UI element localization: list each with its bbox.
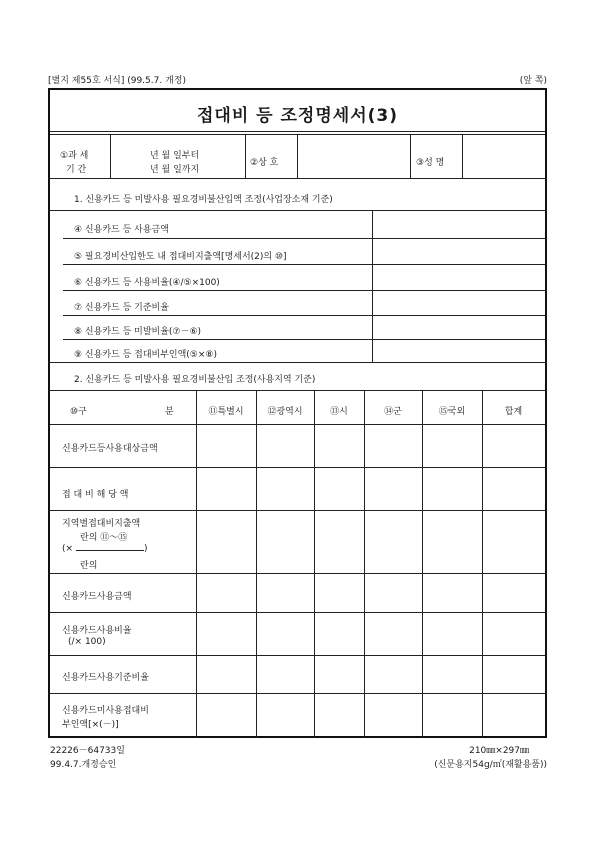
row-regional-expense-3: (× bbox=[62, 544, 74, 554]
divider bbox=[63, 238, 545, 239]
row-8: ⑧ 신용카드 등 미발비율(⑦－⑥) bbox=[74, 327, 202, 337]
divider bbox=[63, 339, 545, 340]
divider bbox=[50, 390, 545, 391]
divider bbox=[462, 135, 463, 178]
row-regional-expense-4: 란의 bbox=[80, 561, 98, 571]
row-card-nonuse-disallowed-2: 부인액[×(－)] bbox=[62, 720, 119, 730]
divider bbox=[50, 693, 545, 694]
divider bbox=[314, 390, 315, 738]
divider bbox=[364, 390, 365, 738]
row-card-nonuse-disallowed: 신용카드미사용접대비 bbox=[62, 706, 149, 716]
divider bbox=[50, 573, 545, 574]
divider bbox=[50, 362, 545, 363]
period-label-2: 기 간 bbox=[66, 165, 87, 175]
page-side-label: (앞 쪽) bbox=[519, 76, 547, 86]
divider bbox=[196, 390, 197, 738]
divider bbox=[482, 390, 483, 738]
divider bbox=[372, 210, 373, 362]
divider bbox=[297, 135, 298, 178]
col-gubun-2: 분 bbox=[165, 407, 174, 417]
divider bbox=[50, 655, 545, 656]
col-special-city: ⑪특별시 bbox=[208, 407, 244, 417]
row-7: ⑦ 신용카드 등 기준비율 bbox=[74, 303, 169, 313]
divider bbox=[422, 390, 423, 738]
row-9: ⑨ 신용카드 등 접대비부인액(⑤×⑧) bbox=[74, 350, 217, 360]
row-card-usage-ratio-2: (/× 100) bbox=[68, 637, 106, 647]
row-card-target-amount: 신용카드등사용대상금액 bbox=[62, 444, 158, 454]
row-regional-expense-close: ) bbox=[144, 544, 148, 554]
row-regional-expense: 지역별접대비지출액 bbox=[62, 519, 141, 529]
footer-approval: 99.4.7.개정승인 bbox=[50, 760, 117, 770]
row-4: ④ 신용카드 등 사용금액 bbox=[74, 225, 169, 235]
divider bbox=[50, 510, 545, 511]
divider bbox=[50, 467, 545, 468]
divider bbox=[245, 135, 246, 178]
row-card-usage-ratio: 신용카드사용비율 bbox=[62, 626, 132, 636]
divider bbox=[50, 178, 545, 179]
row-card-usage-amount: 신용카드사용금액 bbox=[62, 592, 132, 602]
row-card-base-ratio: 신용카드사용기준비율 bbox=[62, 673, 149, 683]
form-number: [별지 제55호 서식] (99.5.7. 개정) bbox=[48, 76, 186, 86]
col-county: ⑭군 bbox=[384, 407, 402, 417]
col-overseas: ⑮국외 bbox=[438, 407, 466, 417]
divider bbox=[63, 290, 545, 291]
col-metro-city: ⑫광역시 bbox=[267, 407, 303, 417]
row-6: ⑥ 신용카드 등 사용비율(④/⑤×100) bbox=[74, 278, 220, 288]
col-total: 합계 bbox=[504, 407, 523, 417]
row-regional-expense-2: 란의 ⑪～⑮ bbox=[80, 533, 128, 543]
period-from: 년 월 일부터 bbox=[150, 151, 200, 161]
divider bbox=[256, 390, 257, 738]
divider bbox=[63, 264, 545, 265]
divider bbox=[410, 135, 411, 178]
col-gubun: ⑩구 bbox=[70, 407, 87, 417]
row-entertainment-amount: 접 대 비 해 당 액 bbox=[62, 490, 129, 500]
name-label: ③성 명 bbox=[416, 158, 445, 168]
footer-code: 22226－64733일 bbox=[50, 746, 125, 756]
fraction-bar bbox=[76, 550, 144, 551]
divider bbox=[110, 135, 111, 178]
col-city: ⑬시 bbox=[330, 407, 348, 417]
section1-title: 1. 신용카드 등 미발사용 필요경비불산입액 조정(사업장소재 기준) bbox=[74, 195, 333, 205]
period-label: ①과 세 bbox=[60, 151, 89, 161]
divider bbox=[50, 424, 545, 425]
page-title: 접대비 등 조정명세서(3) bbox=[196, 106, 398, 126]
footer-size: 210㎜×297㎜ bbox=[469, 746, 529, 756]
divider bbox=[50, 131, 545, 132]
period-to: 년 월 일까지 bbox=[150, 165, 200, 175]
divider bbox=[63, 315, 545, 316]
divider bbox=[50, 612, 545, 613]
row-5: ⑤ 필요경비산입한도 내 접대비지출액[명세서(2)의 ⑩] bbox=[74, 252, 287, 262]
company-label: ②상 호 bbox=[250, 158, 279, 168]
divider bbox=[50, 210, 545, 211]
section2-title: 2. 신용카드 등 미발사용 필요경비불산입 조정(사용지역 기준) bbox=[74, 375, 316, 385]
footer-paper: (신문용지54g/㎡(재활용품)) bbox=[434, 760, 547, 770]
